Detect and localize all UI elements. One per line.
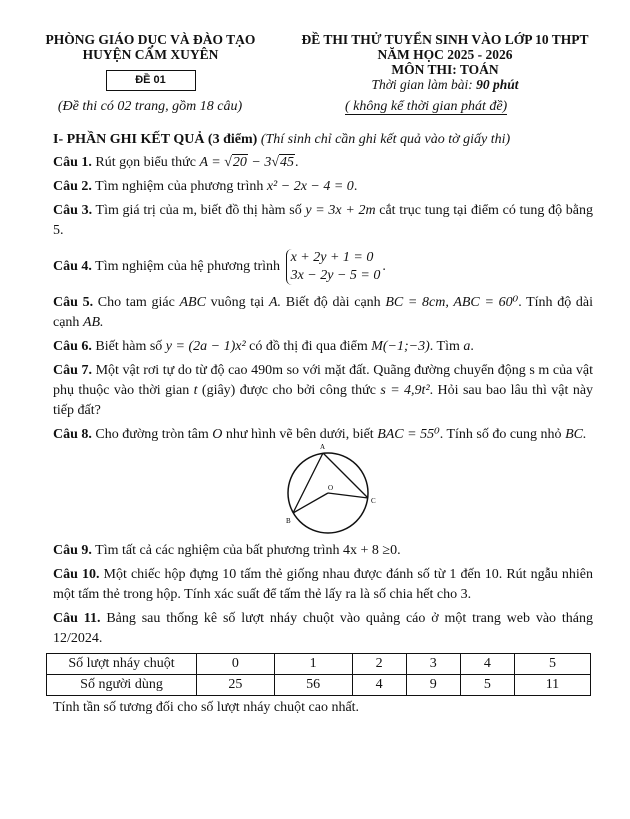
table-cell: 5: [514, 654, 590, 675]
question-number: Câu 4.: [53, 259, 92, 275]
question-10: [53, 565, 593, 605]
question-text: Tìm giá trị của m, biết đồ thị hàm số: [95, 203, 302, 218]
question-1: Câu 1. Rút gọn biểu thức A = √20 − 3√45.: [53, 155, 299, 170]
question-text: Bảng sau thống kê số lượt nháy chuột vào quảng cáo ở một trang web vào tháng 12/2024.: [53, 611, 594, 646]
question-expression: s = 4,9t²: [380, 383, 430, 398]
exam-title: ĐỀ THI THỬ TUYỂN SINH VÀO LỚP 10 THPT: [301, 32, 589, 47]
question-11-note: Tính tần số tương đối cho số lượt nháy chuột cao nhất.: [53, 700, 360, 715]
label-a: A: [320, 443, 326, 451]
table-cell: 25: [197, 675, 275, 696]
table-cell: 2: [352, 654, 406, 675]
label-b: B: [286, 517, 291, 525]
subject: MÔN THI: TOÁN: [391, 62, 499, 77]
table-cell: 1: [274, 654, 352, 675]
question-6: Câu 6. Biết hàm số y = (2a − 1)x² có đồ thị đi qua điểm M(−1;−3). Tìm a.: [53, 339, 474, 354]
question-number: Câu 11.: [53, 611, 101, 626]
department-header: [28, 32, 273, 91]
question-11: [53, 609, 593, 649]
row-header: Số lượt nháy chuột: [47, 654, 197, 675]
exam-content: [53, 130, 593, 718]
exam-code-box: ĐỀ 01: [106, 70, 196, 91]
question-number: Câu 1.: [53, 155, 92, 170]
question-expression: A = √20 − 3√45: [199, 155, 295, 170]
question-text: Rút gọn biểu thức: [95, 155, 196, 170]
section-heading: I- PHẦN GHI KẾT QUẢ (3 điểm): [53, 132, 258, 147]
question-text-continued: cắt trục tung tại điểm có tung độ bằng 5.: [53, 203, 593, 238]
time-label: Thời gian làm bài:: [371, 77, 477, 92]
question-expression: x² − 2x − 4 = 0: [266, 179, 354, 194]
question-expression: BC = 8cm, ABC = 60⁰: [385, 295, 519, 310]
question-2: Câu 2. Tìm nghiệm của phương trình x² − 2x − 4 = 0.: [53, 179, 358, 194]
label-c: C: [371, 497, 376, 505]
table-cell: 0: [197, 654, 275, 675]
question-text: Tìm tất cả các nghiệm của bất phương trình 4x + 8 ≥0.: [95, 543, 401, 558]
section-title: [53, 130, 593, 150]
table-row: [47, 675, 591, 696]
table-cell: 9: [406, 675, 460, 696]
click-stats-table: [46, 653, 591, 696]
table-cell: 56: [274, 675, 352, 696]
equation-system: [286, 249, 381, 285]
pages-note: (Đề thi có 02 trang, gồm 18 câu): [57, 99, 243, 114]
section-instruction: (Thí sinh chỉ cần ghi kết quả vào tờ giấy thi): [260, 132, 511, 147]
radius-oc: [328, 493, 368, 498]
exam-header: [290, 32, 600, 92]
table-row: [47, 654, 591, 675]
question-number: Câu 3.: [53, 203, 93, 218]
department-line1: PHÒNG GIÁO DỤC VÀ ĐÀO TẠO: [45, 32, 256, 47]
table-cell: 3: [406, 654, 460, 675]
equation-1: x + 2y + 1 = 0: [290, 250, 374, 265]
question-5: Câu 5. Cho tam giác ABC vuông tại A. Biết độ dài cạnh BC = 8cm, ABC = 60⁰. Tính độ dài cạnh AB.: [53, 295, 594, 330]
question-number: Câu 6.: [53, 339, 92, 354]
question-number: Câu 2.: [53, 179, 92, 194]
no-time-note: ( không kể thời gian phát đề): [345, 99, 508, 114]
question-text: Một chiếc hộp đựng 10 tấm thẻ giống nhau được đánh số từ 1 đến 10. Rút ngẫu nhiên một tấm thẻ trong hộp. Tính xác suất để tấm thẻ lấy ra là số chia hết cho 3.: [53, 567, 594, 602]
question-4: Câu 4. Tìm nghiệm của hệ phương trình x + 2y + 1 = 0 3x − 2y − 5 = 0 .: [53, 250, 386, 283]
time-value: 90 phút: [476, 77, 519, 92]
question-number: Câu 8.: [53, 427, 92, 442]
department-line2: HUYỆN CẨM XUYÊN: [82, 47, 219, 62]
question-9: [53, 541, 593, 561]
question-expression: y = (2a − 1)x²: [165, 339, 246, 354]
table-cell: 4: [352, 675, 406, 696]
question-expression: y = 3x + 2m: [305, 203, 376, 218]
school-year: NĂM HỌC 2025 - 2026: [377, 47, 513, 62]
equation-2: 3x − 2y − 5 = 0: [290, 268, 381, 283]
question-number: Câu 5.: [53, 295, 94, 310]
table-cell: 4: [460, 654, 514, 675]
question-number: Câu 9.: [53, 543, 92, 558]
question-text: Tìm nghiệm của phương trình: [95, 179, 264, 194]
question-7: Câu 7. Một vật rơi tự do từ độ cao 490m so với mặt đất. Quãng đường chuyển động s m của vật phụ thuộc vào thời gian t (giây) được cho bởi công thức s = 4,9t². Hỏi sau bao lâu thì vật này tiếp đất?: [53, 363, 594, 418]
question-8: Câu 8. Cho đường tròn tâm O như hình vẽ bên dưới, biết BAC = 55⁰. Tính số đo cung nhỏ BC.: [53, 427, 587, 442]
label-o: O: [328, 484, 334, 492]
question-expression: BAC = 55⁰: [377, 427, 440, 442]
question-number: Câu 10.: [53, 567, 100, 582]
question-number: Câu 7.: [53, 363, 92, 378]
circle-figure: [278, 443, 378, 535]
row-header: Số người dùng: [47, 675, 197, 696]
time-limit: [290, 77, 600, 92]
table-cell: 11: [514, 675, 590, 696]
table-cell: 5: [460, 675, 514, 696]
question-3: [53, 201, 593, 241]
question-text: Tìm nghiệm của hệ phương trình: [95, 259, 281, 275]
